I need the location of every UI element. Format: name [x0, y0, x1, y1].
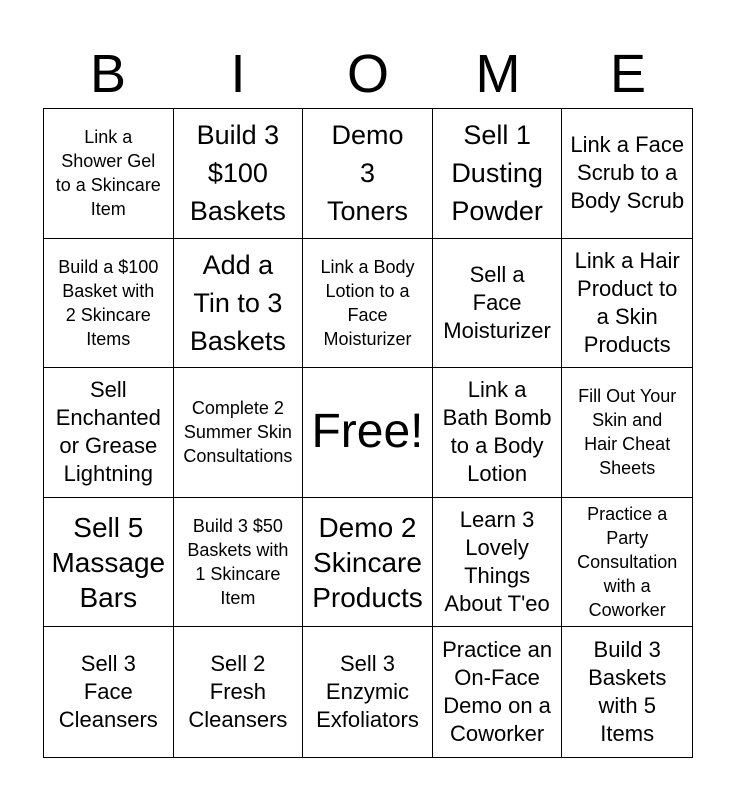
bingo-cell-label: Practice an On-Face Demo on a Coworker	[442, 637, 553, 747]
bingo-cell-r4-c2[interactable]	[174, 498, 304, 628]
bingo-board	[43, 108, 693, 758]
bingo-cell-r5-c3[interactable]	[303, 627, 433, 757]
title-letter-e: E	[609, 44, 647, 104]
bingo-cell-r1-c1[interactable]	[44, 109, 174, 239]
bingo-cell-r2-c3[interactable]	[303, 239, 433, 369]
bingo-cell-label: Sell 3 Face Cleansers	[58, 651, 158, 733]
bingo-cell-label: Link a Hair Product to a Skin Products	[574, 247, 680, 357]
bingo-cell-r5-c2[interactable]	[174, 627, 304, 757]
bingo-cell-label: Sell 3 Enzymic Exfoliators	[316, 651, 419, 733]
title-letter-i: I	[230, 44, 246, 104]
bingo-cell-r1-c5[interactable]	[562, 109, 692, 239]
bingo-cell-label: Demo 2 Skincare Products	[312, 511, 423, 613]
bingo-cell-r3-c2[interactable]	[174, 368, 304, 498]
bingo-cell-r4-c3[interactable]	[303, 498, 433, 628]
bingo-cell-label: Sell 5 Massage Bars	[51, 511, 166, 613]
bingo-cell-label: Build a $100 Basket with 2 Skincare Items	[58, 256, 159, 349]
bingo-cell-label: Link a Body Lotion to a Face Moisturizer	[320, 256, 415, 349]
bingo-cell-r4-c1[interactable]	[44, 498, 174, 628]
bingo-cell-r3-c4[interactable]	[433, 368, 563, 498]
bingo-cell-r4-c5[interactable]	[562, 498, 692, 628]
bingo-cell-free[interactable]	[303, 368, 433, 498]
bingo-cell-r1-c4[interactable]	[433, 109, 563, 239]
bingo-cell-r5-c4[interactable]	[433, 627, 563, 757]
bingo-cell-label: Build 3 $50 Baskets with 1 Skincare Item	[187, 516, 289, 609]
title-letter-o: O	[346, 44, 389, 104]
bingo-cell-r2-c5[interactable]	[562, 239, 692, 369]
bingo-title	[43, 40, 693, 108]
bingo-cell-label: Sell 2 Fresh Cleansers	[188, 651, 288, 733]
title-letter-b: B	[89, 44, 127, 104]
bingo-cell-label: Link a Face Scrub to a Body Scrub	[570, 132, 685, 214]
bingo-cell-label: Free!	[311, 405, 424, 459]
bingo-cell-r3-c5[interactable]	[562, 368, 692, 498]
bingo-cell-r4-c4[interactable]	[433, 498, 563, 628]
bingo-cell-label: Link a Bath Bomb to a Body Lotion	[442, 377, 552, 487]
bingo-cell-r1-c2[interactable]	[174, 109, 304, 239]
bingo-cell-label: Sell Enchanted or Grease Lightning	[55, 377, 161, 487]
title-letter-m: M	[475, 44, 521, 104]
bingo-cell-r1-c3[interactable]	[303, 109, 433, 239]
bingo-cell-r2-c1[interactable]	[44, 239, 174, 369]
bingo-cell-label: Build 3 Baskets with 5 Items	[588, 637, 667, 747]
bingo-cell-label: Link a Shower Gel to a Skincare Item	[55, 127, 161, 220]
bingo-cell-r2-c4[interactable]	[433, 239, 563, 369]
bingo-cell-label: Sell 1 Dusting Powder	[451, 120, 543, 227]
bingo-cell-label: Fill Out Your Skin and Hair Cheat Sheets	[578, 386, 677, 479]
bingo-cell-r5-c5[interactable]	[562, 627, 692, 757]
bingo-cell-label: Build 3 $100 Baskets	[189, 120, 286, 227]
bingo-cell-label: Sell a Face Moisturizer	[443, 261, 551, 343]
bingo-cell-r3-c1[interactable]	[44, 368, 174, 498]
bingo-cell-label: Demo 3 Toners	[326, 120, 409, 227]
bingo-cell-label: Learn 3 Lovely Things About T'eo	[444, 507, 550, 617]
bingo-cell-label: Add a Tin to 3 Baskets	[189, 249, 286, 356]
bingo-cell-label: Complete 2 Summer Skin Consultations	[183, 398, 293, 467]
bingo-cell-r5-c1[interactable]	[44, 627, 174, 757]
bingo-cell-r2-c2[interactable]	[174, 239, 304, 369]
bingo-cell-label: Practice a Party Consultation with a Coworker	[577, 504, 678, 621]
